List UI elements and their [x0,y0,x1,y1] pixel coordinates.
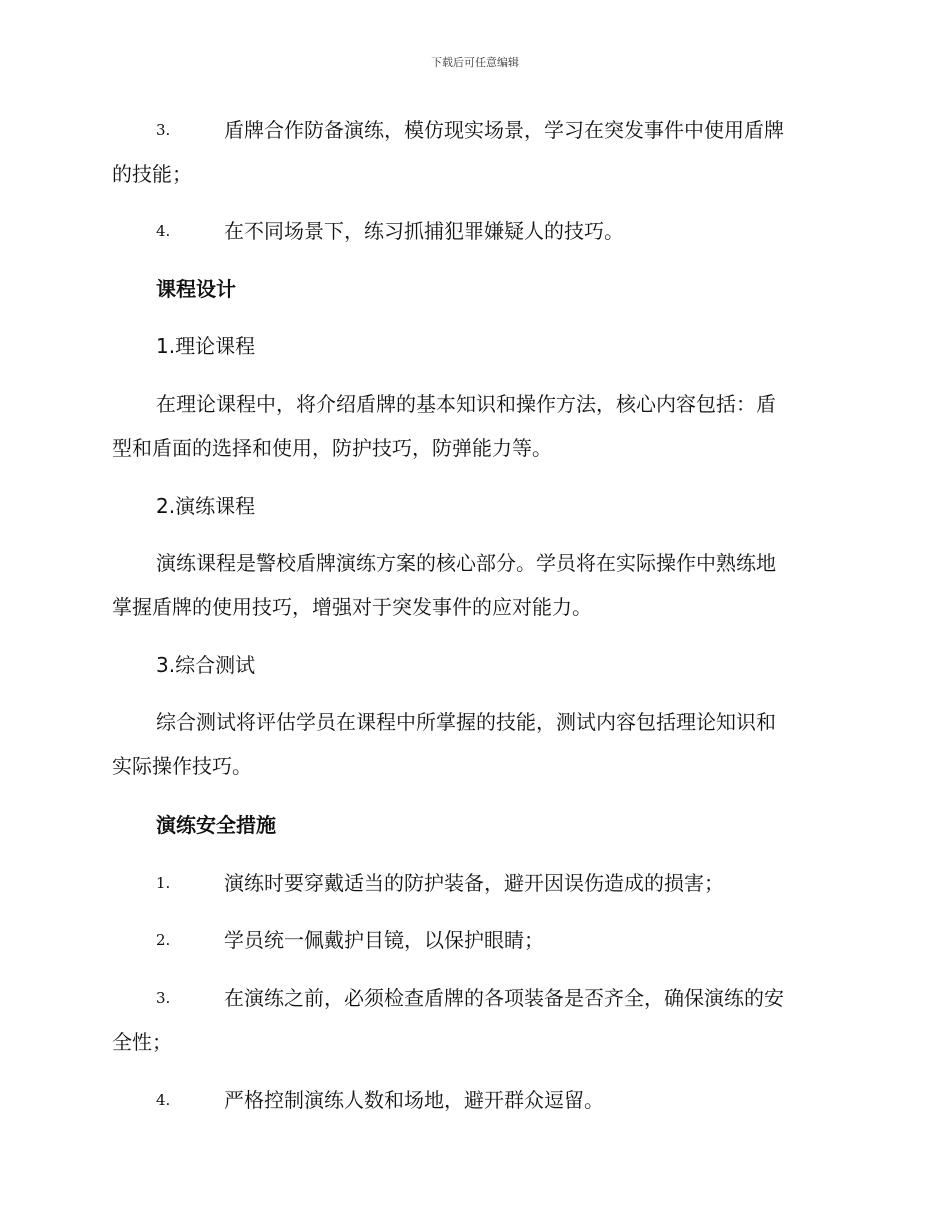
subheading-theory-course: 1.理论课程 [156,334,256,358]
list-item-text: 盾牌合作防备演练，模仿现实场景，学习在突发事件中使用盾牌 [224,118,784,142]
paragraph-line: 演练课程是警校盾牌演练方案的核心部分。学员将在实际操作中熟练地 [156,551,776,575]
list-item [112,108,832,196]
list-item [112,918,832,962]
list-item-text-continued: 的技能； [112,162,192,186]
list-item [112,209,832,253]
list-item-number: 4. [156,222,171,240]
paragraph-line: 掌握盾牌的使用技巧，增强对于突发事件的应对能力。 [112,595,592,619]
list-item-text: 严格控制演练人数和场地，避开群众逗留。 [224,1088,604,1112]
list-item-text: 在不同场景下，练习抓捕犯罪嫌疑人的技巧。 [224,219,624,243]
section-heading-safety: 演练安全措施 [156,813,276,837]
paragraph-line: 综合测试将评估学员在课程中所掌握的技能，测试内容包括理论知识和 [156,710,776,734]
list-item-text: 在演练之前，必须检查盾牌的各项装备是否齐全，确保演练的安 [224,986,784,1010]
paragraph-line: 型和盾面的选择和使用，防护技巧，防弹能力等。 [112,436,552,460]
list-item-number: 4. [156,1091,171,1109]
list-item [112,1078,832,1122]
paragraph-test [112,700,832,788]
paragraph-line: 实际操作技巧。 [112,754,252,778]
page-header: 下载后可任意编辑 [431,56,519,69]
list-item-text-continued: 全性； [112,1030,172,1054]
section-heading-course-design: 课程设计 [156,277,236,301]
list-item-number: 3. [156,121,171,139]
list-item-number: 1. [156,874,171,892]
list-item-text: 演练时要穿戴适当的防护装备，避开因误伤造成的损害； [224,871,724,895]
list-item [112,861,832,905]
list-item-number: 3. [156,989,171,1007]
subheading-comprehensive-test: 3.综合测试 [156,653,256,677]
paragraph-drill [112,541,832,629]
subheading-drill-course: 2.演练课程 [156,494,256,518]
paragraph-theory [112,382,832,470]
paragraph-line: 在理论课程中，将介绍盾牌的基本知识和操作方法，核心内容包括：盾 [156,392,776,416]
list-item-text: 学员统一佩戴护目镜，以保护眼睛； [224,928,544,952]
list-item [112,976,832,1064]
list-item-number: 2. [156,931,171,949]
